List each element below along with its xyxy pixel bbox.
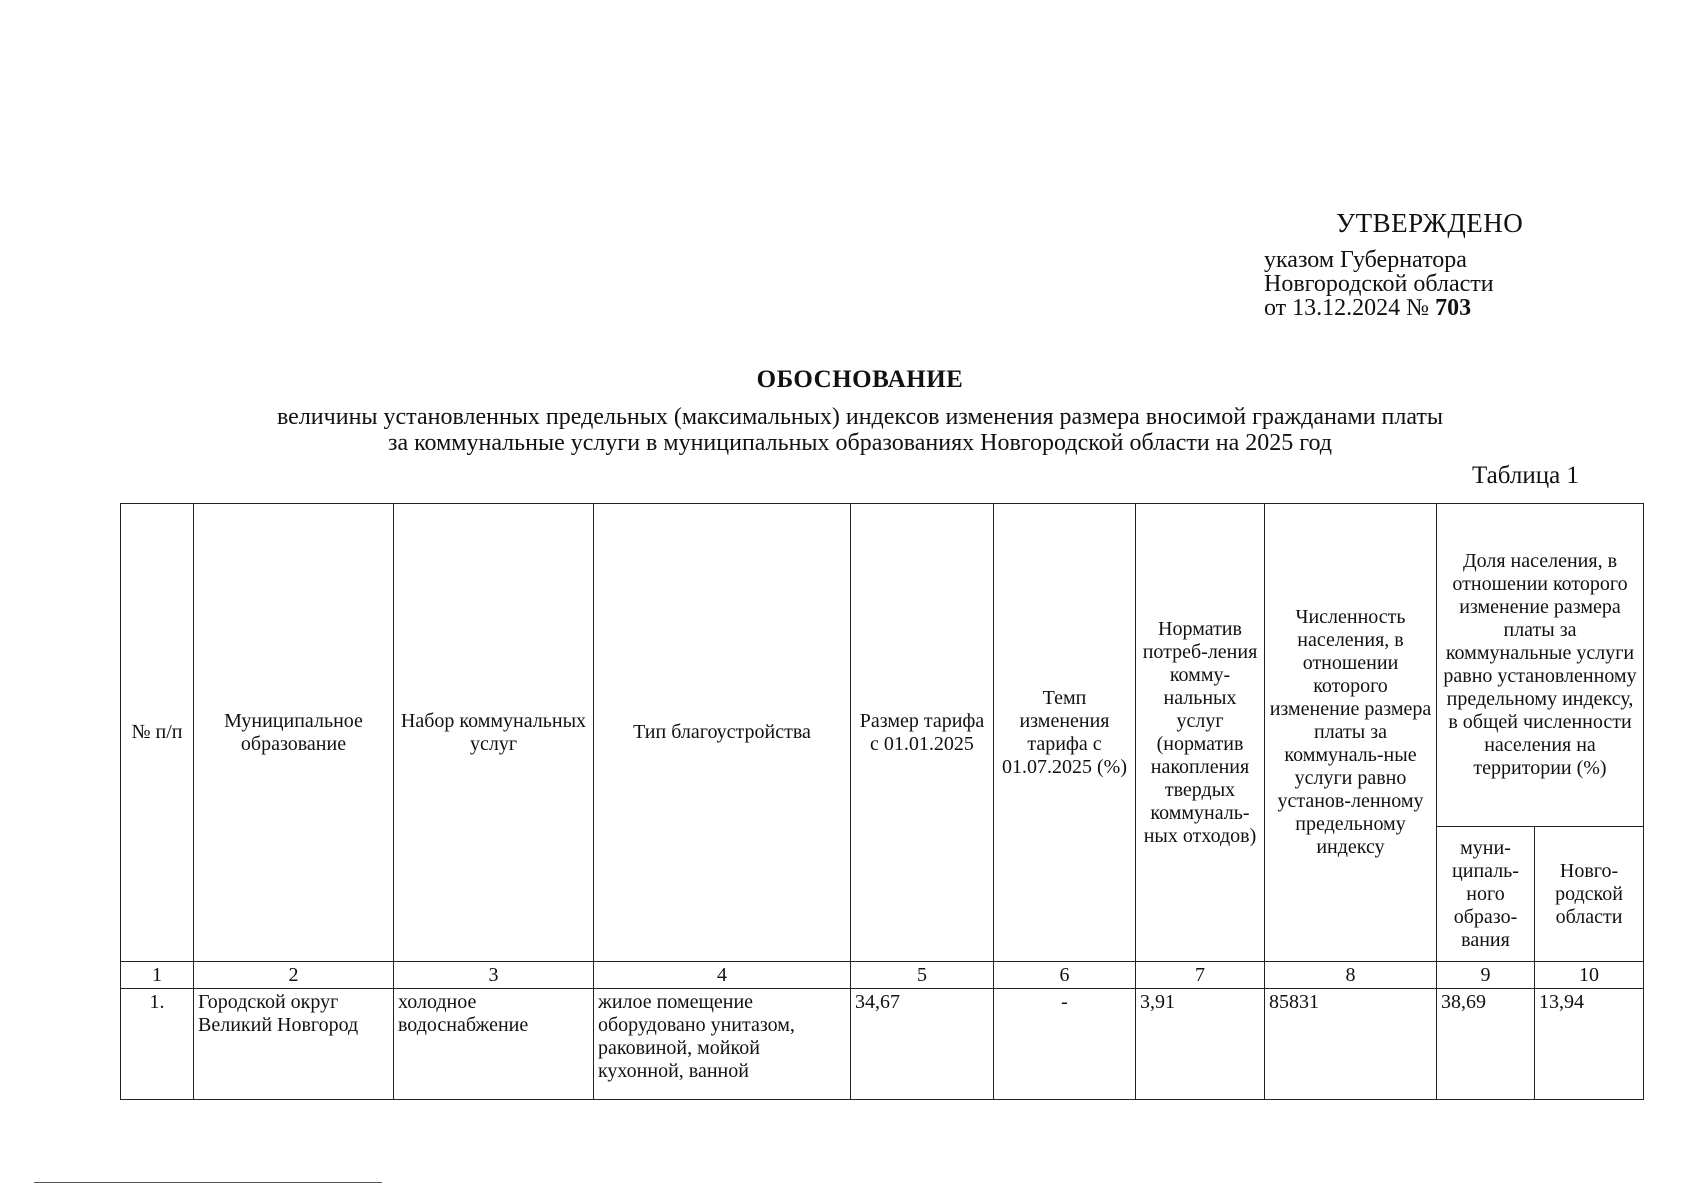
decree-line-1: указом Губернатора [1264, 247, 1467, 273]
column-number-row [121, 962, 1644, 989]
header-improvement-type: Тип благоустройства [594, 504, 851, 962]
header-share-region: Новго-родской области [1535, 827, 1644, 962]
column-number: 9 [1437, 962, 1535, 989]
column-number: 6 [994, 962, 1136, 989]
approved-stamp: УТВЕРЖДЕНО [1336, 208, 1524, 238]
header-share-group: Доля населения, в отношении которого изменение размера платы за коммунальные услуги равно установленному предельному индексу, в общей численности населения на территории (%) [1437, 504, 1644, 827]
cell-share-municipality: 38,69 [1437, 989, 1535, 1100]
cell-norm: 3,91 [1136, 989, 1265, 1100]
cell-municipality: Городской округ Великий Новгород [194, 989, 394, 1100]
decree-line-3 [1264, 296, 1494, 320]
header-norm: Норматив потреб-ления комму-нальных услуг (норматив накопления твердых коммуналь-ных отходов) [1136, 504, 1265, 962]
header-services: Набор коммунальных услуг [394, 504, 594, 962]
header-rate: Темп изменения тарифа с 01.07.2025 (%) [994, 504, 1136, 962]
cell-tariff: 34,67 [851, 989, 994, 1100]
column-number: 3 [394, 962, 594, 989]
subtitle-line-2: за коммунальные услуги в муниципальных образованиях Новгородской области на 2025 год [387, 430, 1332, 456]
header-population: Численность населения, в отношении которого изменение размера платы за коммуналь-ные услуги равно установ-ленному предельному индексу [1265, 504, 1437, 962]
header-row-1 [121, 504, 1644, 827]
decree-line-2: Новгородской области [1264, 271, 1494, 297]
column-number: 4 [594, 962, 851, 989]
header-municipality: Муниципальное образование [194, 504, 394, 962]
tariff-table [120, 503, 1644, 1100]
document-subtitle [60, 404, 1660, 456]
table-row [121, 989, 1644, 1100]
document-title: ОБОСНОВАНИЕ [756, 366, 964, 393]
cell-rate: - [994, 989, 1136, 1100]
header-share-municipality: муни-ципаль-ного образо-вания [1437, 827, 1535, 962]
header-num: № п/п [121, 504, 194, 962]
cell-improvement-type: жилое помещение оборудовано унитазом, раковиной, мойкой кухонной, ванной [594, 989, 851, 1100]
column-number: 7 [1136, 962, 1265, 989]
footnote-separator [34, 1182, 382, 1183]
cell-services: холодное водоснабжение [394, 989, 594, 1100]
column-number: 1 [121, 962, 194, 989]
subtitle-line-1: величины установленных предельных (максимальных) индексов изменения размера вносимой гражданами платы [276, 404, 1444, 430]
column-number: 5 [851, 962, 994, 989]
header-tariff: Размер тарифа с 01.01.2025 [851, 504, 994, 962]
table-label: Таблица 1 [1472, 462, 1579, 489]
column-number: 8 [1265, 962, 1437, 989]
cell-population: 85831 [1265, 989, 1437, 1100]
cell-num: 1. [121, 989, 194, 1100]
column-number: 2 [194, 962, 394, 989]
decree-date: от 13.12.2024 № [1264, 295, 1430, 321]
cell-share-region: 13,94 [1535, 989, 1644, 1100]
column-number: 10 [1535, 962, 1644, 989]
decree-block [1264, 248, 1494, 320]
decree-number: 703 [1435, 295, 1472, 321]
